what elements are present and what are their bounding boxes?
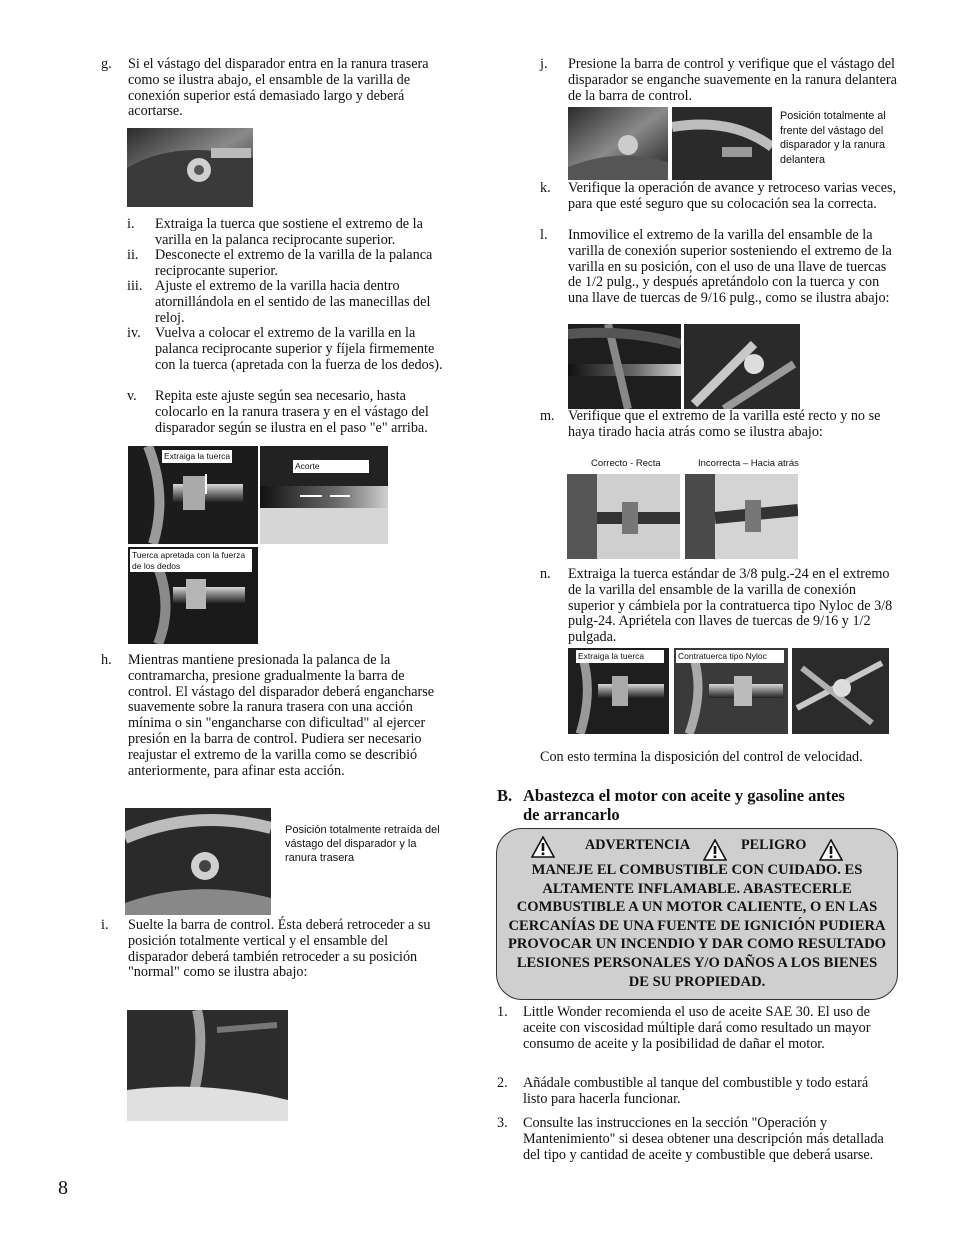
warning-triangle-icon xyxy=(531,836,555,858)
substep-marker: iv. xyxy=(127,325,141,341)
step-n-marker: n. xyxy=(540,566,551,582)
step-g-marker: g. xyxy=(101,56,112,72)
step-h-marker: h. xyxy=(101,652,112,668)
danger-triangle-icon xyxy=(819,839,843,861)
section-b-title-line2: de arrancarlo xyxy=(523,805,620,824)
substep-text: Vuelva a colocar el extremo de la varilla en la palanca reciprocante superior y fíjela firmemente con la tuerca (apretada con la fuerza de los dedos). xyxy=(155,325,443,373)
photo-rod-incorrect xyxy=(685,474,798,559)
list-item-text: Añádale combustible al tanque del combustible y todo estará listo para hacerla funcionar. xyxy=(523,1075,869,1107)
caption-front-position: Posición totalmente al frente del vástago del disparador y la ranura delantera xyxy=(780,110,886,166)
substep-marker: i. xyxy=(127,216,135,232)
danger-label: PELIGRO xyxy=(741,837,807,853)
step-j-text: Presione la barra de control y verifique que el vástago del disparador se enganche suavemente en la ranura delantera de la barra de control. xyxy=(568,56,897,104)
step-l-text: Inmovilice el extremo de la varilla del ensamble de la varilla de conexión superior sosteniendo el extremo de la varilla en su posición, con el uso de una llave de tuercas de 1/2 pulg., y después apretándolo con la tuerca y con una llave de tuercas de 9/16 pulg., como se ilustra abajo: xyxy=(568,227,892,307)
tag-remove-nut: Extraiga la tuerca xyxy=(164,451,231,461)
label-incorrect: Incorrecta – Hacia atrás xyxy=(698,458,799,469)
photo-rod-correct xyxy=(567,474,680,559)
substep-marker: ii. xyxy=(127,247,139,263)
list-item-marker: 1. xyxy=(497,1004,508,1020)
photo-wrench-1 xyxy=(568,324,681,409)
list-item-marker: 2. xyxy=(497,1075,508,1091)
substep-text: Ajuste el extremo de la varilla hacia dentro atornillándola en el sentido de las manecillas del reloj. xyxy=(155,278,431,326)
substep-marker: v. xyxy=(127,388,137,404)
photo-normal-position xyxy=(127,1010,288,1121)
list-item-text: Consulte las instrucciones en la sección "Operación y Mantenimiento" si desea obtener una descripción más detallada del tipo y cantidad de aceite y combustible que deberá usarse. xyxy=(523,1115,884,1163)
list-item-text: Little Wonder recomienda el uso de aceite SAE 30. El uso de aceite con viscosidad múltiple dará como resultado un mayor consumo de aceite y la posibilidad de dañar el motor. xyxy=(523,1004,871,1052)
substep-text: Repita este ajuste según sea necesario, hasta colocarlo en la ranura trasera y en el vástago del disparador según se ilustra en el paso "e" arriba. xyxy=(155,388,429,436)
substep-text: Desconecte el extremo de la varilla de la palanca reciprocante superior. xyxy=(155,247,433,279)
step-m-text: Verifique que el extremo de la varilla esté recto y no se haya tirado hacia atrás como se ilustra abajo: xyxy=(568,408,881,440)
substep-text: Extraiga la tuerca que sostiene el extremo de la varilla en la palanca reciprocante superior. xyxy=(155,216,423,248)
tag-finger-tight: Tuerca apretada con la fuerza de los dedos xyxy=(130,549,252,572)
warning-box xyxy=(496,828,898,1000)
danger-triangle-icon xyxy=(703,839,727,861)
step-n-text: Extraiga la tuerca estándar de 3/8 pulg.-24 en el extremo de la varilla del ensamble de la varilla de conexión superior y cámbiela por la contratuerca tipo Nyloc de 3/8 pulg-24. Apriétela con llaves de tuercas de 9/16 y 1/2 pulgada. xyxy=(568,566,893,646)
tag-remove-standard-nut: Extraiga la tuerca xyxy=(576,650,664,663)
step-k-text: Verifique la operación de avance y retroceso varias veces, para que esté seguro que su colocación sea la correcta. xyxy=(568,180,897,212)
step-m-marker: m. xyxy=(540,408,555,424)
photo-front-position-1 xyxy=(568,107,668,180)
substep-marker: iii. xyxy=(127,278,143,294)
photo-wrench-2 xyxy=(684,324,800,409)
section-b-marker: B. xyxy=(497,786,513,805)
photo-finger-tight-nut xyxy=(128,547,258,644)
step-k-marker: k. xyxy=(540,180,551,196)
list-item-marker: 3. xyxy=(497,1115,508,1131)
warning-text: MANEJE EL COMBUSTIBLE CON CUIDADO. ES ALTAMENTE INFLAMABLE. ABASTECERLE COMBUSTIBLE A UN MOTOR CALIENTE, O EN LAS CERCANÍAS DE UNA FUENTE DE IGNICIÓN PUDIERA PROVOCAR UN INCENDIO Y DAR COMO RESULTADO LESIONES PERSONALES Y/O DAÑOS A LOS BIENES DE SU PROPIEDAD. xyxy=(507,862,887,990)
step-i-marker: i. xyxy=(101,917,109,933)
photo-front-position-2 xyxy=(672,107,772,180)
photo-retracted-position xyxy=(125,808,271,915)
step-h-text: Mientras mantiene presionada la palanca de la contramarcha, presione gradualmente la barra de control. El vástago del disparador deberá engancharse suavemente sobre la ranura trasera con una acción mínima o sin "engancharse con dificultad" al ejercer presión en la barra de control. Pudiera ser necesario reajustar el extremo de la varilla como se describió anteriormente, para afinar esta acción. xyxy=(128,652,435,779)
tag-shorten: Acorte xyxy=(293,460,369,473)
page-number: 8 xyxy=(58,1177,68,1199)
warning-label: ADVERTENCIA xyxy=(585,837,691,853)
step-j-marker: j. xyxy=(540,56,548,72)
photo-shorten-rod xyxy=(260,446,388,544)
step-l-marker: l. xyxy=(540,227,548,243)
photo-remove-standard-nut xyxy=(568,648,669,734)
caption-retracted-position: Posición totalmente retraída del vástago del disparador y la ranura trasera xyxy=(285,824,440,864)
photo-nyloc-nut xyxy=(674,648,788,734)
photo-remove-nut xyxy=(128,446,258,544)
tag-nyloc-nut: Contratuerca tipo Nyloc xyxy=(676,650,784,663)
photo-tighten-wrenches xyxy=(792,648,889,734)
step-i-text: Suelte la barra de control. Ésta deberá retroceder a su posición totalmente vertical y el ensamble del disparador deberá también retroceder a su posición "normal" como se ilustra abajo: xyxy=(128,917,431,981)
photo-trigger-rear-slot xyxy=(127,128,253,207)
step-g-text: Si el vástago del disparador entra en la ranura trasera como se ilustra abajo, el ensamble de la varilla de conexión superior está demasiado largo y deberá acortarse. xyxy=(128,56,429,120)
closing-text: Con esto termina la disposición del control de velocidad. xyxy=(540,749,863,765)
label-correct: Correcto - Recta xyxy=(591,458,661,469)
section-b-title-line1: Abastezca el motor con aceite y gasoline antes xyxy=(523,786,845,805)
